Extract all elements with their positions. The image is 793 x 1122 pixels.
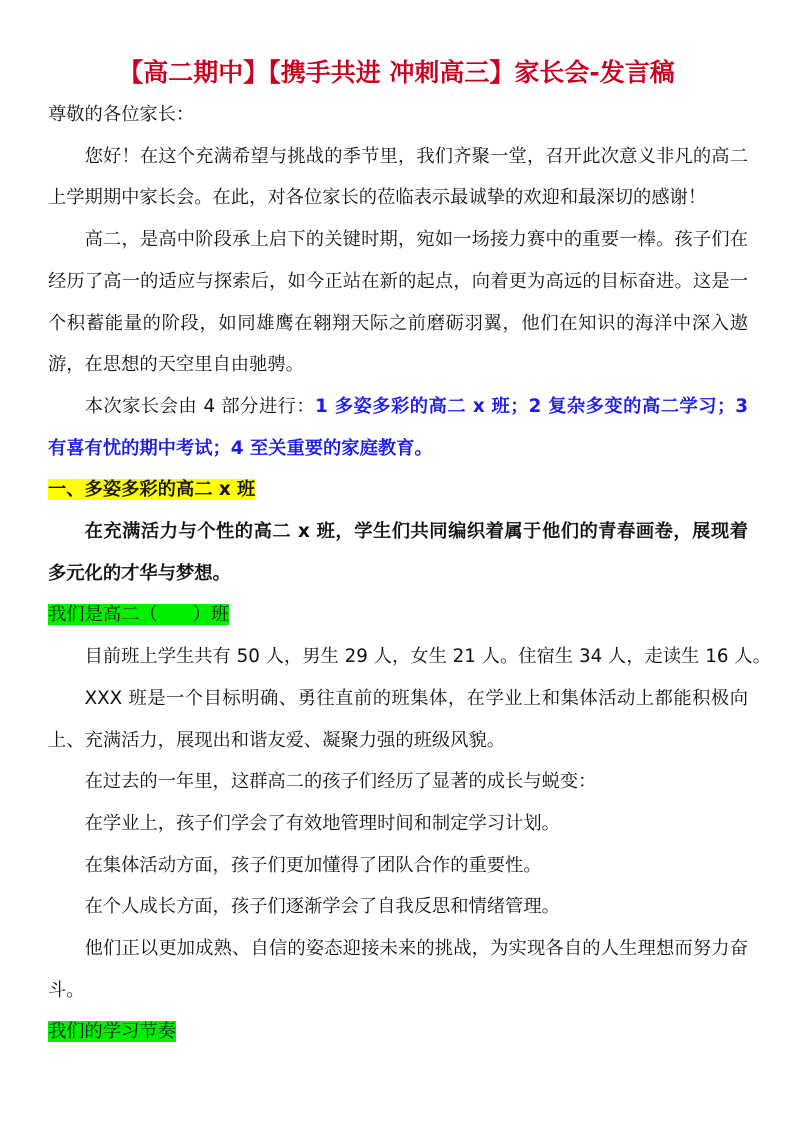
paragraph-intro: 高二，是高中阶段承上启下的关键时期，宛如一场接力赛中的重要一棒。孩子们在经历了高一的适应与探索后，如今正站在新的起点，向着更为高远的目标奋进。这是一个积蓄能量的阶段，如同雄鹰在翱翔天际之前磨砺羽翼，他们在知识的海洋中深入遨游，在思想的天空里自由驰骋。 [48, 229, 748, 376]
subheading-row [48, 1011, 748, 1053]
growth-personal: 在个人成长方面，孩子们逐渐学会了自我反思和情绪管理。 [84, 896, 560, 918]
agenda-lead: 本次家长会由 4 部分进行： [84, 395, 316, 417]
subheading-study-rhythm: 我们的学习节奏 [48, 1021, 176, 1043]
growth-collective: 在集体活动方面，孩子们更加懂得了团队合作的重要性。 [84, 854, 542, 876]
agenda-items: 1 多姿多彩的高二 x 班；2 复杂多变的高二学习；3 有喜有忧的期中考试；4 至关重要的家庭教育。 [48, 395, 748, 459]
subheading-row [48, 594, 748, 636]
document-title: 【高二期中】【携手共进 冲刺高三】家长会-发言稿 [118, 58, 675, 87]
subheading-class: 我们是高二（ ）班 [48, 604, 230, 626]
growth-closing: 他们正以更加成熟、自信的姿态迎接未来的挑战，为实现各自的人生理想而努力奋斗。 [48, 938, 748, 1001]
section-1-heading: 一、多姿多彩的高二 x 班 [48, 479, 256, 501]
document-body [48, 94, 771, 1053]
growth-lead: 在过去的一年里，这群高二的孩子们经历了显著的成长与蜕变： [84, 771, 597, 793]
section-heading [48, 469, 748, 511]
paragraph-welcome: 您好！在这个充满希望与挑战的季节里，我们齐聚一堂，召开此次意义非凡的高二上学期期中家长会。在此，对各位家长的莅临表示最诚挚的欢迎和最深切的感谢！ [48, 145, 748, 209]
growth-academic: 在学业上，孩子们学会了有效地管理时间和制定学习计划。 [84, 812, 560, 834]
class-stats: 目前班上学生共有 50 人，男生 29 人，女生 21 人。住宿生 34 人，走读生 16 人。 [84, 646, 771, 668]
section-intro: 在充满活力与个性的高二 x 班，学生们共同编织着属于他们的青春画卷，展现着多元化的才华与梦想。 [48, 521, 748, 584]
paragraph-agenda [48, 386, 748, 469]
greeting: 尊敬的各位家长： [48, 104, 195, 125]
class-description: XXX 班是一个目标明确、勇往直前的班集体，在学业上和集体活动上都能积极向上、充满活力，展现出和谐友爱、凝聚力强的班级风貌。 [48, 687, 748, 751]
